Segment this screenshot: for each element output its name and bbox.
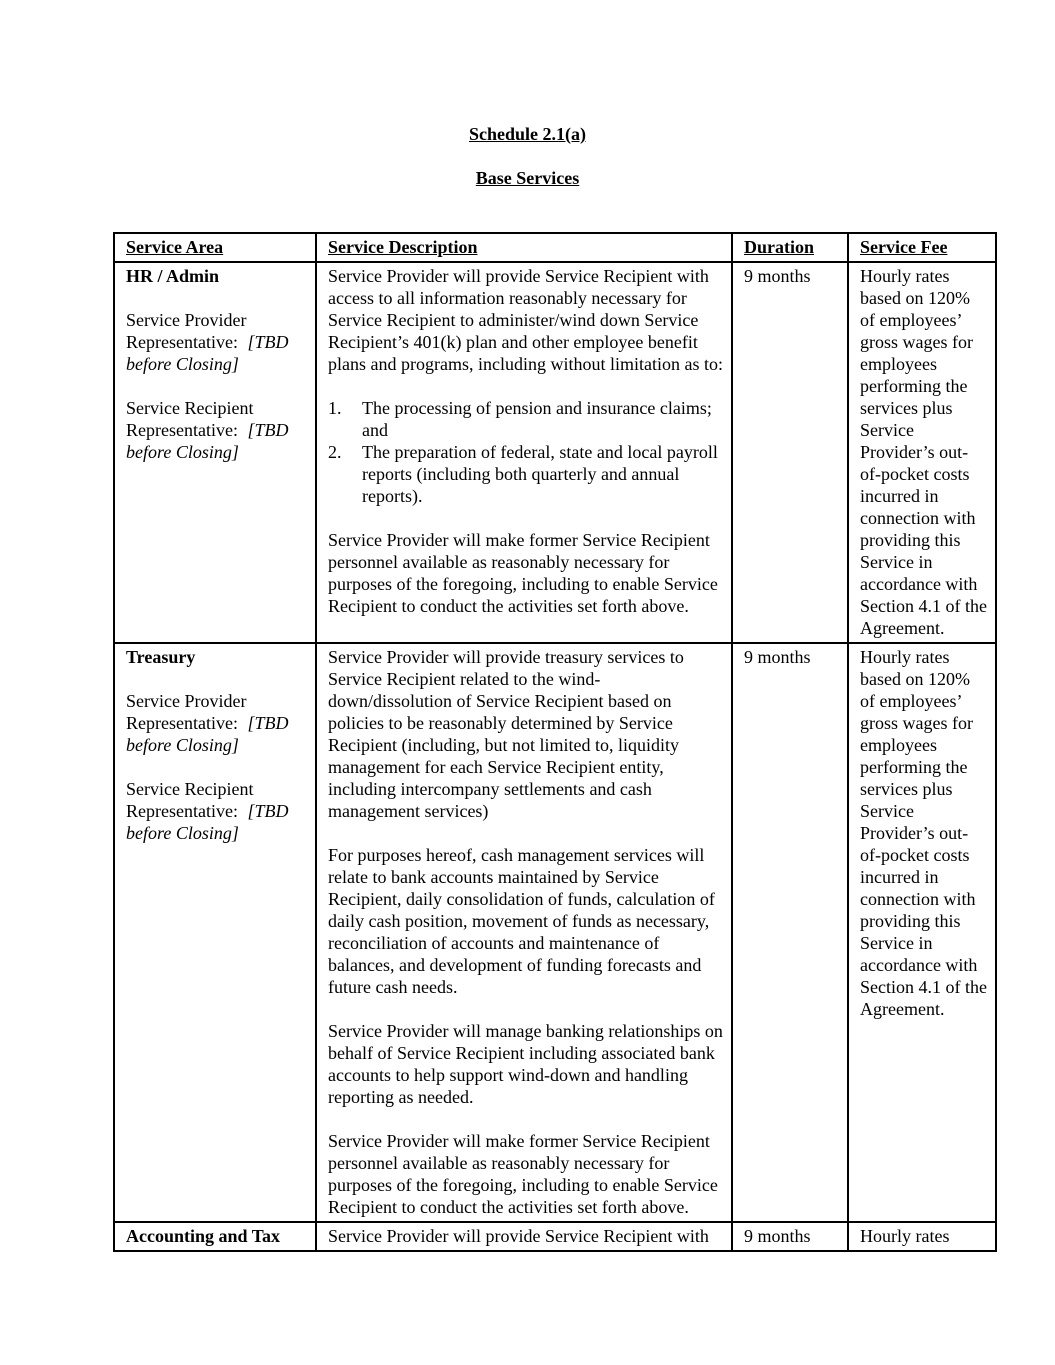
recipient-rep-placeholder: [TBD before Closing] (126, 420, 289, 462)
header-duration: Duration (732, 233, 848, 262)
description-intro: Service Provider will provide Service Recipient with access to all information reasonably necessary for Service Recipient to administer/wind down Service Recipient’s 401(k) plan and other employee benefit plans and programs, including without limitation as to: (328, 266, 723, 374)
provider-representative: Service Provider Representative: [TBD before Closing] (126, 691, 289, 755)
table-row-treasury (114, 643, 996, 1222)
provider-rep-placeholder: [TBD before Closing] (126, 713, 289, 755)
provider-representative: Service Provider Representative: [TBD before Closing] (126, 310, 289, 374)
page-subtitle: Base Services (475, 168, 580, 188)
description-paragraph: Service Provider will provide treasury services to Service Recipient related to the wind-down/dissolution of Service Recipient based on policies to be reasonably determined by Service Recipient (including, but not limited to, liquidity management for each Service Recipient entity, including intercompany settlements and cash management services) (328, 647, 684, 821)
service-area-name: Accounting and Tax (126, 1226, 281, 1246)
cell-fee-accounting-tax: Hourly rates (848, 1222, 996, 1251)
recipient-rep-placeholder: [TBD before Closing] (126, 801, 289, 843)
recipient-representative: Service Recipient Representative: [TBD before Closing] (126, 779, 289, 843)
header-service-fee: Service Fee (848, 233, 996, 262)
cell-duration-hr-admin: 9 months (732, 262, 848, 643)
list-item (328, 441, 723, 507)
table-row-accounting-tax (114, 1222, 996, 1251)
description-paragraph: Service Provider will manage banking relationships on behalf of Service Recipient including associated bank accounts to help support wind-down and handling reporting as needed. (328, 1021, 723, 1107)
cell-description-treasury (316, 643, 732, 1222)
cell-duration-treasury: 9 months (732, 643, 848, 1222)
cell-fee-hr-admin: Hourly rates based on 120% of employees’ gross wages for employees performing the services plus Service Provider’s out-of-pocket costs incurred in connection with providing this Service in accordance with Section 4.1 of the Agreement. (848, 262, 996, 643)
list-item-text: The processing of pension and insurance claims; and (362, 398, 712, 440)
cell-area-hr-admin (114, 262, 316, 643)
description-paragraph: Service Provider will provide Service Recipient with (328, 1226, 709, 1246)
header-service-description: Service Description (316, 233, 732, 262)
cell-duration-accounting-tax: 9 months (732, 1222, 848, 1251)
description-paragraph: For purposes hereof, cash management services will relate to bank accounts maintained by Service Recipient, daily consolidation of funds, calculation of daily cash position, movement of funds as necessary, reconciliation of accounts and maintenance of balances, and development of funding forecasts and future cash needs. (328, 845, 715, 997)
list-item-text: The preparation of federal, state and local payroll reports (including both quarterly and annual reports). (362, 442, 718, 506)
header-service-area: Service Area (114, 233, 316, 262)
list-item-number: 2. (328, 442, 342, 462)
cell-area-treasury (114, 643, 316, 1222)
service-area-name: Treasury (126, 647, 196, 667)
service-area-name: HR / Admin (126, 266, 220, 286)
base-services-table (113, 232, 997, 1252)
description-numbered-list (328, 397, 723, 507)
cell-description-accounting-tax (316, 1222, 732, 1251)
page-title: Schedule 2.1(a) (469, 124, 586, 144)
document-page (0, 123, 1055, 1252)
recipient-representative: Service Recipient Representative: [TBD before Closing] (126, 398, 289, 462)
description-closing: Service Provider will make former Service Recipient personnel available as reasonably necessary for purposes of the foregoing, including to enable Service Recipient to conduct the activities set forth above. (328, 530, 718, 616)
table-row-hr-admin (114, 262, 996, 643)
table-header-row (114, 233, 996, 262)
cell-description-hr-admin (316, 262, 732, 643)
description-paragraph: Service Provider will make former Service Recipient personnel available as reasonably necessary for purposes of the foregoing, including to enable Service Recipient to conduct the activities set forth above. (328, 1131, 718, 1217)
cell-fee-treasury: Hourly rates based on 120% of employees’ gross wages for employees performing the services plus Service Provider’s out-of-pocket costs incurred in connection with providing this Service in accordance with Section 4.1 of the Agreement. (848, 643, 996, 1222)
list-item-number: 1. (328, 398, 342, 418)
cell-area-accounting-tax (114, 1222, 316, 1251)
provider-rep-placeholder: [TBD before Closing] (126, 332, 289, 374)
list-item (328, 397, 723, 441)
